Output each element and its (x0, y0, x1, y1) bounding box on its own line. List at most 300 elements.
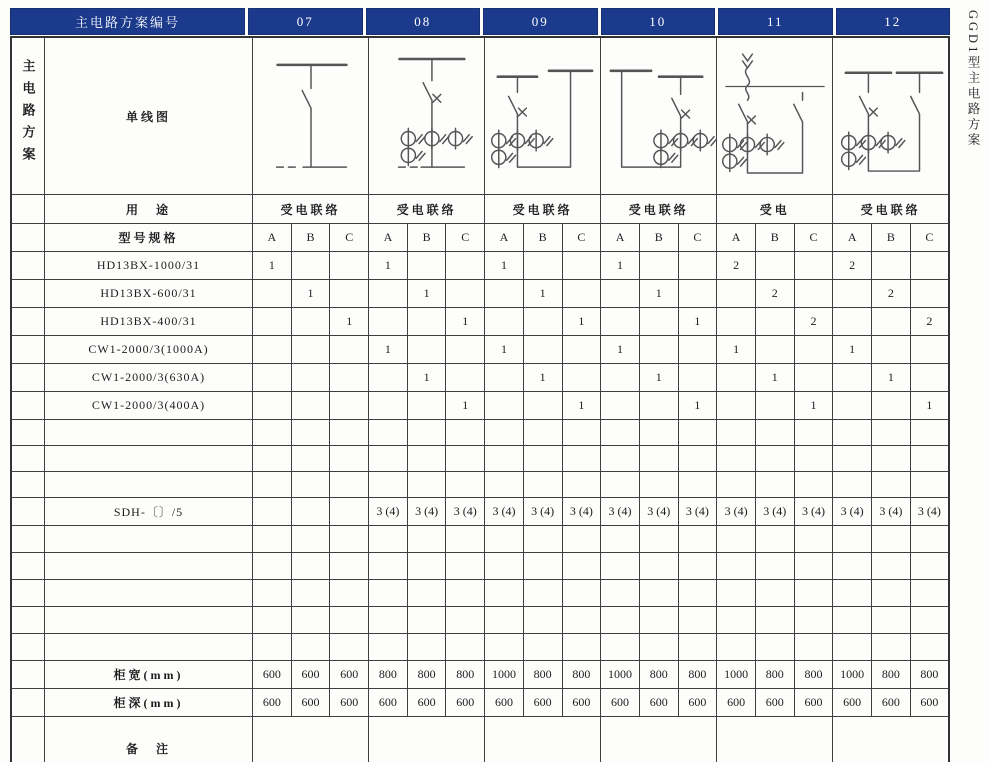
value-cell: 3 (4) (369, 498, 408, 526)
value-cell (253, 336, 292, 364)
value-cell (794, 553, 833, 580)
value-cell: 600 (369, 689, 408, 717)
value-cell (794, 607, 833, 634)
scheme-number-11: 11 (718, 8, 833, 35)
phase-header-cell: B (407, 224, 446, 252)
value-cell (910, 472, 949, 498)
value-cell (910, 553, 949, 580)
empty-row-label (45, 553, 253, 580)
value-cell (910, 336, 949, 364)
value-cell (330, 280, 369, 308)
value-cell: 1 (562, 392, 601, 420)
value-cell (369, 364, 408, 392)
value-cell (755, 392, 794, 420)
value-cell (407, 472, 446, 498)
value-cell (678, 472, 717, 498)
value-cell (872, 252, 911, 280)
value-cell: 2 (717, 252, 756, 280)
value-cell (562, 607, 601, 634)
value-cell (253, 446, 292, 472)
value-cell (523, 472, 562, 498)
value-cell (485, 607, 524, 634)
value-cell: 3 (4) (833, 498, 872, 526)
phase-header-cell: A (253, 224, 292, 252)
value-cell (639, 252, 678, 280)
value-cell (446, 336, 485, 364)
value-cell (407, 308, 446, 336)
value-cell (601, 308, 640, 336)
value-cell (794, 634, 833, 661)
value-cell (369, 280, 408, 308)
spacer-cell (11, 553, 45, 580)
value-cell: 3 (4) (485, 498, 524, 526)
value-cell: 600 (639, 689, 678, 717)
value-cell (601, 526, 640, 553)
value-cell: 1 (446, 392, 485, 420)
value-cell (253, 280, 292, 308)
value-cell (407, 446, 446, 472)
diagram-row-label: 单线图 (45, 37, 253, 195)
value-cell (369, 607, 408, 634)
value-cell (639, 420, 678, 446)
phase-header-cell: A (485, 224, 524, 252)
value-cell (755, 607, 794, 634)
value-cell: 1 (601, 336, 640, 364)
row-label-2: HD13BX-400/31 (45, 308, 253, 336)
value-cell (755, 580, 794, 607)
value-cell (639, 472, 678, 498)
value-cell (485, 446, 524, 472)
row-label-5: CW1-2000/3(400A) (45, 392, 253, 420)
value-cell (562, 280, 601, 308)
value-cell: 2 (833, 252, 872, 280)
value-cell (639, 336, 678, 364)
value-cell (755, 472, 794, 498)
value-cell (639, 553, 678, 580)
phase-header-cell: A (369, 224, 408, 252)
usage-cell-09: 受电联络 (485, 195, 601, 224)
value-cell (639, 392, 678, 420)
value-cell (717, 553, 756, 580)
value-cell (369, 526, 408, 553)
value-cell (369, 580, 408, 607)
header-title-cell: 主电路方案编号 (10, 8, 245, 35)
value-cell (446, 364, 485, 392)
value-cell: 600 (678, 689, 717, 717)
value-cell (330, 420, 369, 446)
value-cell: 1 (407, 280, 446, 308)
remarks-cell-09 (485, 717, 601, 762)
empty-row-label (45, 526, 253, 553)
usage-row-label: 用 途 (45, 195, 253, 224)
value-cell (910, 446, 949, 472)
value-cell (446, 607, 485, 634)
value-cell (872, 308, 911, 336)
value-cell: 3 (4) (717, 498, 756, 526)
scheme-08-single-line (370, 42, 485, 192)
value-cell (291, 308, 330, 336)
value-cell: 600 (562, 689, 601, 717)
value-cell (291, 526, 330, 553)
value-cell (407, 553, 446, 580)
value-cell (446, 634, 485, 661)
phase-header-cell: C (678, 224, 717, 252)
value-cell (601, 472, 640, 498)
diagram-cell-08 (369, 37, 485, 195)
row-label-16: 柜深(mm) (45, 689, 253, 717)
value-cell (639, 526, 678, 553)
value-cell (253, 553, 292, 580)
remarks-row-label: 备 注 (45, 717, 253, 762)
value-cell (717, 446, 756, 472)
value-cell (717, 472, 756, 498)
value-cell: 1 (678, 308, 717, 336)
value-cell: 1 (755, 364, 794, 392)
value-cell: 800 (639, 661, 678, 689)
value-cell (717, 580, 756, 607)
value-cell: 600 (485, 689, 524, 717)
value-cell: 3 (4) (872, 498, 911, 526)
value-cell (910, 634, 949, 661)
value-cell (755, 420, 794, 446)
value-cell: 1 (523, 280, 562, 308)
value-cell (872, 420, 911, 446)
row-label-15: 柜宽(mm) (45, 661, 253, 689)
value-cell (833, 446, 872, 472)
value-cell (407, 580, 446, 607)
page-side-title: GGD1型主电路方案 (966, 10, 980, 149)
value-cell (717, 280, 756, 308)
row-label-1: HD13BX-600/31 (45, 280, 253, 308)
value-cell (794, 280, 833, 308)
value-cell: 3 (4) (601, 498, 640, 526)
scheme-number-08: 08 (366, 8, 481, 35)
value-cell: 1 (794, 392, 833, 420)
value-cell (639, 607, 678, 634)
value-cell (485, 364, 524, 392)
phase-header-cell: C (446, 224, 485, 252)
value-cell (755, 446, 794, 472)
phase-header-cell: C (562, 224, 601, 252)
value-cell (833, 420, 872, 446)
spacer-cell (11, 364, 45, 392)
value-cell (678, 634, 717, 661)
phase-header-cell: B (291, 224, 330, 252)
value-cell (717, 308, 756, 336)
usage-cell-08: 受电联络 (369, 195, 485, 224)
value-cell: 3 (4) (446, 498, 485, 526)
value-cell (562, 580, 601, 607)
value-cell (291, 336, 330, 364)
value-cell: 1 (639, 280, 678, 308)
value-cell (330, 553, 369, 580)
spacer-cell (11, 634, 45, 661)
value-cell (446, 446, 485, 472)
value-cell (523, 308, 562, 336)
value-cell: 1 (639, 364, 678, 392)
value-cell (291, 607, 330, 634)
scheme-11-single-line (718, 42, 833, 192)
value-cell (601, 280, 640, 308)
usage-cell-07: 受电联络 (253, 195, 369, 224)
diagram-cell-07 (253, 37, 369, 195)
scheme-grid (10, 36, 950, 762)
value-cell: 600 (407, 689, 446, 717)
value-cell (562, 553, 601, 580)
value-cell: 2 (755, 280, 794, 308)
value-cell (562, 472, 601, 498)
value-cell (253, 634, 292, 661)
value-cell (330, 472, 369, 498)
value-cell (872, 634, 911, 661)
value-cell (291, 420, 330, 446)
value-cell: 1 (485, 252, 524, 280)
value-cell (369, 446, 408, 472)
spacer-cell (11, 607, 45, 634)
value-cell (601, 364, 640, 392)
value-cell (330, 364, 369, 392)
value-cell (523, 446, 562, 472)
value-cell (291, 634, 330, 661)
value-cell: 1000 (717, 661, 756, 689)
value-cell (678, 336, 717, 364)
scheme-number-12: 12 (836, 8, 951, 35)
group-label-cell (11, 37, 45, 195)
value-cell (291, 364, 330, 392)
value-cell (910, 526, 949, 553)
value-cell (523, 526, 562, 553)
value-cell (253, 580, 292, 607)
spacer-cell (11, 498, 45, 526)
row-label-9: SDH-〔〕/5 (45, 498, 253, 526)
value-cell (910, 252, 949, 280)
value-cell (678, 446, 717, 472)
value-cell (407, 252, 446, 280)
value-cell (794, 580, 833, 607)
value-cell (639, 634, 678, 661)
row-label-4: CW1-2000/3(630A) (45, 364, 253, 392)
value-cell (330, 607, 369, 634)
value-cell: 3 (4) (639, 498, 678, 526)
spacer-cell (11, 472, 45, 498)
value-cell (833, 526, 872, 553)
spacer-cell (11, 252, 45, 280)
value-cell (446, 553, 485, 580)
value-cell (369, 634, 408, 661)
value-cell: 1 (369, 252, 408, 280)
table-header-bar (10, 8, 950, 35)
value-cell: 1 (253, 252, 292, 280)
value-cell: 1 (872, 364, 911, 392)
value-cell (833, 580, 872, 607)
value-cell: 600 (523, 689, 562, 717)
value-cell (755, 308, 794, 336)
spacer-cell (11, 446, 45, 472)
value-cell (872, 446, 911, 472)
value-cell: 2 (910, 308, 949, 336)
value-cell (291, 252, 330, 280)
value-cell (407, 420, 446, 446)
usage-cell-11: 受电 (717, 195, 833, 224)
diagram-cell-11 (717, 37, 833, 195)
remarks-cell-08 (369, 717, 485, 762)
value-cell: 800 (562, 661, 601, 689)
value-cell (794, 526, 833, 553)
value-cell: 1 (562, 308, 601, 336)
value-cell: 1 (330, 308, 369, 336)
value-cell (291, 392, 330, 420)
scheme-number-10: 10 (601, 8, 716, 35)
value-cell (872, 526, 911, 553)
value-cell (601, 553, 640, 580)
value-cell (330, 634, 369, 661)
phase-header-cell: B (639, 224, 678, 252)
value-cell: 800 (407, 661, 446, 689)
value-cell (910, 364, 949, 392)
spacer-cell (11, 420, 45, 446)
value-cell: 600 (910, 689, 949, 717)
value-cell (485, 280, 524, 308)
value-cell (291, 498, 330, 526)
phase-header-cell: A (833, 224, 872, 252)
value-cell: 800 (523, 661, 562, 689)
value-cell: 1 (678, 392, 717, 420)
value-cell (330, 252, 369, 280)
usage-cell-12: 受电联络 (833, 195, 949, 224)
value-cell (407, 526, 446, 553)
value-cell (523, 634, 562, 661)
value-cell (717, 420, 756, 446)
value-cell (794, 364, 833, 392)
value-cell: 1 (446, 308, 485, 336)
remarks-cell-07 (253, 717, 369, 762)
value-cell (562, 336, 601, 364)
value-cell (872, 336, 911, 364)
value-cell: 800 (910, 661, 949, 689)
value-cell (407, 607, 446, 634)
value-cell (446, 280, 485, 308)
value-cell (562, 420, 601, 446)
spacer-cell (11, 661, 45, 689)
value-cell (872, 553, 911, 580)
value-cell (523, 553, 562, 580)
value-cell (369, 472, 408, 498)
row-label-0: HD13BX-1000/31 (45, 252, 253, 280)
phase-header-cell: A (717, 224, 756, 252)
value-cell: 600 (833, 689, 872, 717)
value-cell: 1000 (485, 661, 524, 689)
value-cell: 1 (717, 336, 756, 364)
value-cell (872, 580, 911, 607)
value-cell (755, 553, 794, 580)
value-cell (678, 526, 717, 553)
value-cell (523, 336, 562, 364)
spec-row-label: 型号规格 (45, 224, 253, 252)
value-cell (407, 392, 446, 420)
value-cell (407, 634, 446, 661)
diagram-cell-12 (833, 37, 949, 195)
value-cell (330, 446, 369, 472)
value-cell (872, 472, 911, 498)
value-cell (253, 472, 292, 498)
value-cell: 3 (4) (755, 498, 794, 526)
scheme-10-single-line (602, 42, 717, 192)
value-cell (485, 420, 524, 446)
value-cell (601, 580, 640, 607)
value-cell (562, 446, 601, 472)
spacer-cell (11, 224, 45, 252)
value-cell (369, 420, 408, 446)
value-cell: 3 (4) (794, 498, 833, 526)
value-cell: 3 (4) (407, 498, 446, 526)
value-cell (910, 580, 949, 607)
value-cell: 1 (369, 336, 408, 364)
phase-header-cell: B (523, 224, 562, 252)
value-cell (910, 420, 949, 446)
value-cell (833, 308, 872, 336)
value-cell (485, 472, 524, 498)
value-cell (291, 580, 330, 607)
value-cell (407, 336, 446, 364)
value-cell (446, 580, 485, 607)
value-cell (523, 580, 562, 607)
value-cell: 1 (910, 392, 949, 420)
value-cell (678, 252, 717, 280)
value-cell (833, 634, 872, 661)
value-cell (523, 420, 562, 446)
value-cell (833, 553, 872, 580)
value-cell (833, 472, 872, 498)
value-cell (253, 364, 292, 392)
value-cell (253, 392, 292, 420)
value-cell (523, 252, 562, 280)
value-cell: 1 (601, 252, 640, 280)
value-cell: 1 (291, 280, 330, 308)
value-cell (291, 553, 330, 580)
value-cell: 800 (678, 661, 717, 689)
value-cell (291, 472, 330, 498)
value-cell: 600 (291, 661, 330, 689)
value-cell (446, 252, 485, 280)
value-cell (523, 392, 562, 420)
value-cell (678, 364, 717, 392)
value-cell: 600 (330, 661, 369, 689)
value-cell: 3 (4) (523, 498, 562, 526)
spacer-cell (11, 308, 45, 336)
value-cell (872, 607, 911, 634)
diagram-cell-10 (601, 37, 717, 195)
value-cell (794, 252, 833, 280)
value-cell (291, 446, 330, 472)
phase-header-cell: A (601, 224, 640, 252)
value-cell: 600 (253, 689, 292, 717)
value-cell: 800 (755, 661, 794, 689)
value-cell (330, 580, 369, 607)
value-cell (562, 526, 601, 553)
value-cell (253, 420, 292, 446)
scheme-number-07: 07 (248, 8, 363, 35)
value-cell (678, 420, 717, 446)
value-cell (678, 280, 717, 308)
value-cell (446, 526, 485, 553)
value-cell (717, 392, 756, 420)
value-cell (601, 392, 640, 420)
value-cell (369, 308, 408, 336)
empty-row-label (45, 446, 253, 472)
value-cell (794, 336, 833, 364)
value-cell (369, 392, 408, 420)
value-cell: 800 (794, 661, 833, 689)
